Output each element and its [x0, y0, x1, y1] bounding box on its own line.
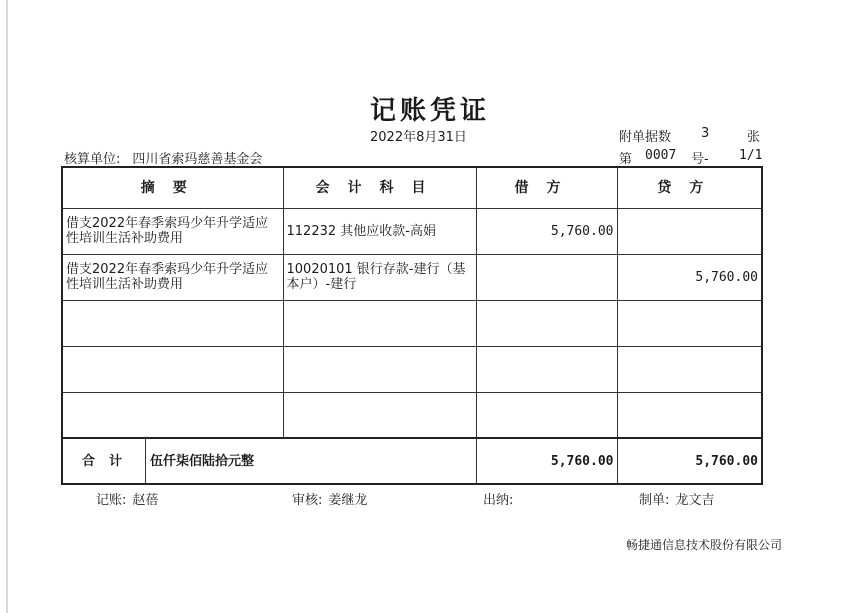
empty-cell	[283, 300, 476, 346]
empty-cell	[617, 300, 762, 346]
total-cell	[62, 438, 476, 484]
reviewer-label: 审核:	[292, 493, 323, 508]
entry-summary: 借支2022年春季索玛少年升学适应性培训生活补助费用	[62, 254, 283, 300]
reviewer-name: 姜继龙	[328, 493, 368, 508]
empty-row	[62, 346, 762, 392]
empty-cell	[617, 346, 762, 392]
voucher-date: 2022年8月31日	[370, 130, 467, 145]
total-row	[62, 438, 762, 484]
empty-cell	[476, 300, 617, 346]
voucher-page: 1/1	[739, 148, 763, 163]
voucher-number	[619, 148, 763, 167]
empty-row	[62, 392, 762, 438]
header-debit: 借方	[476, 167, 617, 209]
entry-summary: 借支2022年春季索玛少年升学适应性培训生活补助费用	[62, 209, 283, 255]
header-credit: 贷方	[617, 167, 762, 209]
voucher-title: 记账凭证	[369, 96, 490, 126]
attachment-count	[619, 126, 761, 145]
signature-cashier	[483, 489, 519, 508]
accounting-unit-name: 四川省索玛慈善基金会	[132, 152, 263, 167]
table-row	[62, 254, 762, 300]
empty-cell	[283, 346, 476, 392]
voucher-number-prefix: 第	[619, 152, 633, 167]
empty-cell	[476, 392, 617, 438]
signature-reviewer	[292, 489, 367, 508]
empty-cell	[283, 392, 476, 438]
bookkeeper-name: 赵蓓	[132, 493, 159, 508]
signature-preparer	[639, 489, 714, 508]
empty-cell	[617, 392, 762, 438]
total-label: 合计	[63, 439, 146, 483]
total-debit: 5,760.00	[476, 438, 617, 484]
entry-debit	[476, 254, 617, 300]
attachment-number: 3	[701, 126, 710, 141]
voucher-number-value: 0007	[645, 148, 677, 163]
header-row	[62, 167, 762, 209]
entry-account: 10020101 银行存款-建行（基本户）-建行	[283, 254, 476, 300]
software-vendor: 畅捷通信息技术股份有限公司	[626, 538, 783, 552]
header-account: 会计科目	[283, 167, 476, 209]
preparer-label: 制单:	[639, 493, 670, 508]
voucher-table	[61, 166, 763, 485]
voucher-number-suffix: 号-	[691, 152, 709, 167]
empty-cell	[62, 346, 283, 392]
attachment-unit: 张	[747, 130, 761, 145]
empty-cell	[476, 346, 617, 392]
entry-credit: 5,760.00	[617, 254, 762, 300]
attachment-label: 附单据数	[619, 130, 672, 145]
entry-account: 112232 其他应收款-高娟	[283, 209, 476, 255]
total-credit: 5,760.00	[617, 438, 762, 484]
empty-cell	[62, 300, 283, 346]
table-row	[62, 209, 762, 255]
empty-row	[62, 300, 762, 346]
header-summary: 摘要	[62, 167, 283, 209]
empty-cell	[62, 392, 283, 438]
preparer-name: 龙文吉	[675, 493, 715, 508]
entry-credit	[617, 209, 762, 255]
total-in-words: 伍仟柒佰陆拾元整	[150, 453, 255, 469]
entry-debit: 5,760.00	[476, 209, 617, 255]
accounting-unit-label: 核算单位:	[64, 152, 121, 167]
accounting-unit	[64, 148, 262, 167]
signature-bookkeeper	[96, 489, 158, 508]
bookkeeper-label: 记账:	[96, 493, 127, 508]
cashier-label: 出纳:	[483, 493, 514, 508]
